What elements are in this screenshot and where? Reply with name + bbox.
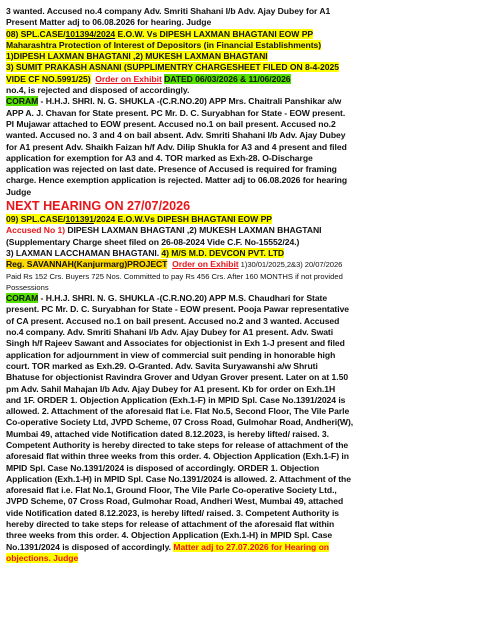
coram-line: CORAM - H.H.J. SHRI. N. G. SHUKLA -(C.R.NO.20) APP M.S. Chaudhari for State [6,293,328,304]
text-line: hereby directed to take steps for release of attachment of the aforesaid flat within [6,519,335,530]
text-line: APP A. J. Chavan for State present. PC Mr. D. C. Suryabhan for State - EOW present. [6,107,346,118]
text-line: Possessions [6,282,49,292]
text-line: No.1391/2024 is disposed of accordingly. Matter adj to 27.07.2026 for Hearing on [6,541,329,552]
text-line: Bhatuse for objectionist Ravindra Grover and Udyan Grover present. Later on at 1.50 [6,372,349,383]
accused-label: Accused No 1) [6,225,66,236]
next-hearing-heading: NEXT HEARING ON 27/07/2026 [6,199,191,214]
text-line: aforesaid flat within three weeks from this order. 4. Objection Application (Exh.1-F) in [6,451,349,462]
case-title: 09) SPL.CASE/101391/2024 E.O.W.Vs DIPESH BHAGTANI EOW PP [6,214,272,225]
case-number: 101394/2024 [65,28,116,39]
project-line: Reg. SAVANNAH(Kanjurmarg)PROJECT Order on Exhibit 1)30/01/2025,2&3) 20/07/2026 [6,259,343,270]
text-line: no.4 company. Adv. Smriti Shahani I/b Adv. Ajay Dubey for A1 present. Adv. Swati [6,327,334,338]
supplementary-line: (Supplementary Charge sheet filed on 26-08-2024 Vide C.F. No-15552/24.) [6,236,300,247]
text-line: PI Mujawar attached to EOW present. Accused no.1 on bail present. Accused no.2 [6,118,336,129]
company-name: 4) M/S M.D. DEVCON PVT. LTD [161,247,285,258]
accused-line: 3) LAXMAN LACCHAMAN BHAGTANI. 4) M/S M.D. DEVCON PVT. LTD [6,247,285,258]
text-line: Paid Rs 152 Crs. Buyers 725 Nos. Committed to pay Rs 456 Crs. After 160 MONTHS if not provided [6,271,343,281]
text-line: application was rejected on last date. Presence of Accused is required for framing [6,164,337,175]
text-line: court. TOR marked as Exh.29. O-Granted. Adv. Savita Suryawanshi a/w Shruti [6,360,318,371]
vide-line: VIDE CF NO.5991/25) Order on Exhibit DATED 06/03/2026 & 11/06/2026 [6,73,291,84]
text-line: Application (Exh.1-H) in MPID Spl. Case No.1391/2024 is allowed. 2. Attachment of the [6,473,351,484]
text-line: and 1F. ORDER 1. Objection Application (Exh.1-F) in MPID Spl. Case No.1391/2024 is [6,394,346,405]
text-line: JVPD Scheme, 07 Cross Road, Gulmohar Road, Andheri West, Mumbai 49, attached [6,496,344,507]
text-line: vide Notification dated 8.12.2023, is hereby lifted/ raised. 3. Competent Authority is [6,507,340,518]
case-number: 101391 [65,214,94,225]
order-on-exhibit-link[interactable]: Order on Exhibit [172,259,239,270]
text-line: 3 wanted. Accused no.4 company Adv. Smriti Shahani I/b Adv. Ajay Dubey for A1 [6,6,331,16]
text-line: Co-operative Society Ltd, JVPD Scheme, 07 Cross Road, Gulmohar Road, Andheri(W), [6,417,354,428]
text-line: Singh h/f Rajeev Sawant and Associates for objectionist in Exh 1-J present and filed [6,338,345,349]
text-line: allowed. 2. Attachment of the aforesaid flat i.e. Flat No.5, Second Floor, The Vile Parle [6,406,350,417]
coram-line: CORAM - H.H.J. SHRI. N. G. SHUKLA -(C.R.NO.20) APP Mrs. Chaitrali Panshikar a/w [6,96,342,107]
text-line: present. PC Mr. D. C. Suryabhan for State - EOW present. Pooja Pawar representative [6,304,350,315]
text-line: Competent Authority is hereby directed to take steps for release of attachment of the [6,439,349,450]
text-line: Present Matter adj to 06.08.2026 for hearing. Judge [6,17,212,28]
matter-adjourned-note: Matter adj to 27.07.2026 for Hearing on [173,541,329,552]
accused-line: 1)DIPESH LAXMAN BHAGTANI ,2) MUKESH LAXMAN BHAGTANI [6,51,268,62]
text-line: application for exemption for A3 and 4. TOR marked as Exh-28. O-Discharge [6,152,313,163]
order-on-exhibit-link[interactable]: Order on Exhibit [95,73,162,84]
supplementary-line: 3) SUMIT PRAKASH ASNANI (SUPPLIMENTRY CHARGESHEET FILED ON 8-4-2025 [6,62,339,73]
coram-label: CORAM [6,293,39,304]
text-line: charge. Hence exemption application is rejected. Matter adj to 06.08.2026 for hearing [6,175,348,186]
text-line: aforesaid flat i.e. Flat No.1, Ground Floor, The Vile Parle Co-operative Society Ltd., [6,485,337,496]
act-line: Maharashtra Protection of Interest of Depositors (in Financial Establishments) [6,39,322,50]
text-line: Mumbai 49, attached vide Notification dated 8.12.2023, is hereby lifted/ raised. 3. [6,428,330,439]
order-dates: DATED 06/03/2026 & 11/06/2026 [164,73,291,84]
text-line: Judge [6,186,32,197]
text-line [6,553,472,564]
coram-label: CORAM [6,96,39,107]
matter-adjourned-note: objections. Judge [6,552,79,563]
text-line: no.4, is rejected and disposed of accordingly. [6,85,190,96]
text-line: pm Adv. Sahil Mahajan I/b Adv. Ajay Dubey for A1 present. Kb for order on Exh.1H [6,383,336,394]
case-title: 08) SPL.CASE/101394/2024 E.O.W. Vs DIPESH LAXMAN BHAGTANI EOW PP [6,28,314,39]
project-label: Reg. SAVANNAH(Kanjurmarg)PROJECT [6,259,168,270]
text-line: application for adjournment in view of commercial suit pending in honorable high [6,349,336,360]
text-line: for A1 present Adv. Shaikh Faizan h/f Adv. Dilip Shukla for A3 and 4 present and filed [6,141,347,152]
accused-line: Accused No 1) DIPESH LAXMAN BHAGTANI ,2) MUKESH LAXMAN BHAGTANI [6,225,322,236]
text-line: wanted. Accused no. 3 and 4 on bail absent. Adv. Smriti Shahani I/b Adv. Ajay Dubey [6,130,346,141]
text-line: of CA present. Accused no.1 on bail present. Accused no.2 and 3 wanted. Accused [6,315,340,326]
text-line: three weeks from this order. 4. Objection Application (Exh.1-H) in MPID Spl. Case [6,530,333,541]
text-line: MPID Spl. Case No.1391/2024 is disposed of accordingly. ORDER 1. Objection [6,462,320,473]
